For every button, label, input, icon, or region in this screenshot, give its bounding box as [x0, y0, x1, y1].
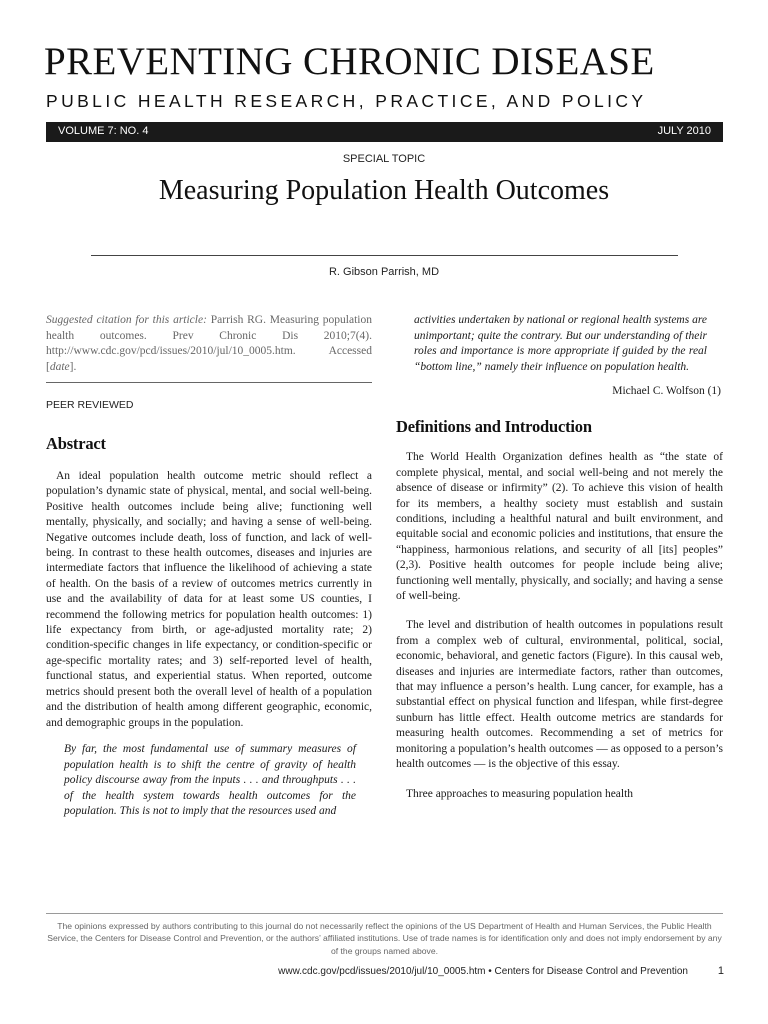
epigraph-attribution: Michael C. Wolfson (1) [612, 385, 721, 398]
footer-disclaimer: The opinions expressed by authors contributing to this journal do not necessarily reflect the opinions of the US Department of Health and Human Services, the Public Health Service, the Centers for Disease Control and Prevention, or the authors’ affiliated institutions. Use of trade names is for identification only and does not imply endorsement by any of the groups named above. [47, 921, 722, 956]
definitions-paragraph-3: Three approaches to measuring population health [406, 787, 634, 800]
author-name: R. Gibson Parrish, MD [328, 266, 440, 278]
epigraph-quote-part2: activities undertaken by national or regional health systems are unimportant; quite the contrary. But our understanding of their roles and importance is more appropriate if guided by the real “bottom line,” namely their influence on population health. [414, 314, 707, 373]
title-divider [91, 255, 678, 256]
journal-subtitle: PUBLIC HEALTH RESEARCH, PRACTICE, AND POLICY [46, 91, 647, 111]
issue-bar [46, 122, 723, 142]
citation-date-placeholder: date [49, 360, 70, 373]
journal-title: PREVENTING CHRONIC DISEASE [44, 40, 655, 83]
citation-divider [46, 382, 372, 383]
volume-label: VOLUME 7: NO. 4 [58, 125, 149, 137]
epigraph-quote-part1: By far, the most fundamental use of summary measures of population health is to shift the centre of gravity of health policy discourse away from the inputs . . . and throughputs . . . of the health system towards health outcomes for the population. This is not to imply that the resources used and [64, 742, 356, 818]
footer-divider [46, 913, 723, 914]
definitions-paragraph-1: The World Health Organization defines health as “the state of complete physical, mental, and social well-being and not merely the absence of disease or infirmity” (2). To achieve this vision of health for its members, a healthy society must establish and sustain conditions, including a healthful natural and built environment, and equitable social and economic policies and institutions, that ensure the “happiness, harmonious relations, and security of all [its] peoples” (2,3). Positive health outcomes for people include being alive; functioning well mentally, physically, and socially; and having a sense of well-being. [396, 451, 723, 603]
definitions-paragraph-2: The level and distribution of health outcomes in populations result from a complex web of cultural, environmental, political, social, economic, behavioral, and genetic factors (Figure). In this causal web, diseases and injuries are intermediate factors, rather than outcomes, that may influence a person’s health. Lung cancer, for example, has a substantial effect on physical function and lifespan, while first-degree sunburn has little effect. Health outcome metrics are standards for measuring health outcomes. Recommending a set of metrics for monitoring a population’s health outcomes — as opposed to a person’s health outcomes — is the objective of this essay. [396, 619, 723, 771]
section-label: SPECIAL TOPIC [342, 153, 426, 165]
right-column [396, 313, 723, 802]
definitions-heading: Definitions and Introduction [396, 417, 592, 437]
page-number: 1 [717, 965, 724, 977]
citation-text: Parrish RG. Measuring population health outcomes. Prev Chronic Dis 2010;7(4). http://www.cdc.gov/pcd/issues/2010/jul/10_0005.htm. Accessed [ [46, 314, 372, 373]
abstract-text: An ideal population health outcome metric should reflect a population’s dynamic state of physical, mental, and social well-being. Positive health outcomes include being alive; functioning well mentally, physically, and socially; and having a sense of well-being. Negative outcomes include death, loss of function, and lack of well-being. In contrast to these health outcomes, diseases and injuries are intermediate factors that influence the likelihood of achieving a state of health. On the basis of a review of outcomes metrics currently in use and the availability of data for at least some US counties, I recommend the following metrics for population health outcomes: 1) life expectancy from birth, or age-adjusted mortality rate; 2) condition-specific changes in life expectancy, or condition-specific or age-specific mortality rates; and 3) self-reported level of health, functional status, and experiential status. When reported, outcome metrics should present both the overall level of health of a population and the distribution of health among different geographic, economic, and demographic groups in the population. [46, 470, 372, 729]
left-column [46, 313, 372, 820]
citation-end: ]. [69, 360, 77, 373]
issue-date: JULY 2010 [657, 125, 711, 137]
abstract-heading: Abstract [46, 434, 106, 453]
suggested-citation [46, 313, 372, 375]
footer-url-line[interactable]: www.cdc.gov/pcd/issues/2010/jul/10_0005.htm • Centers for Disease Control and Prevention [278, 966, 688, 977]
citation-lead: Suggested citation for this article: [46, 314, 207, 326]
peer-reviewed-label: PEER REVIEWED [46, 399, 134, 411]
article-title: Measuring Population Health Outcomes [158, 175, 610, 206]
